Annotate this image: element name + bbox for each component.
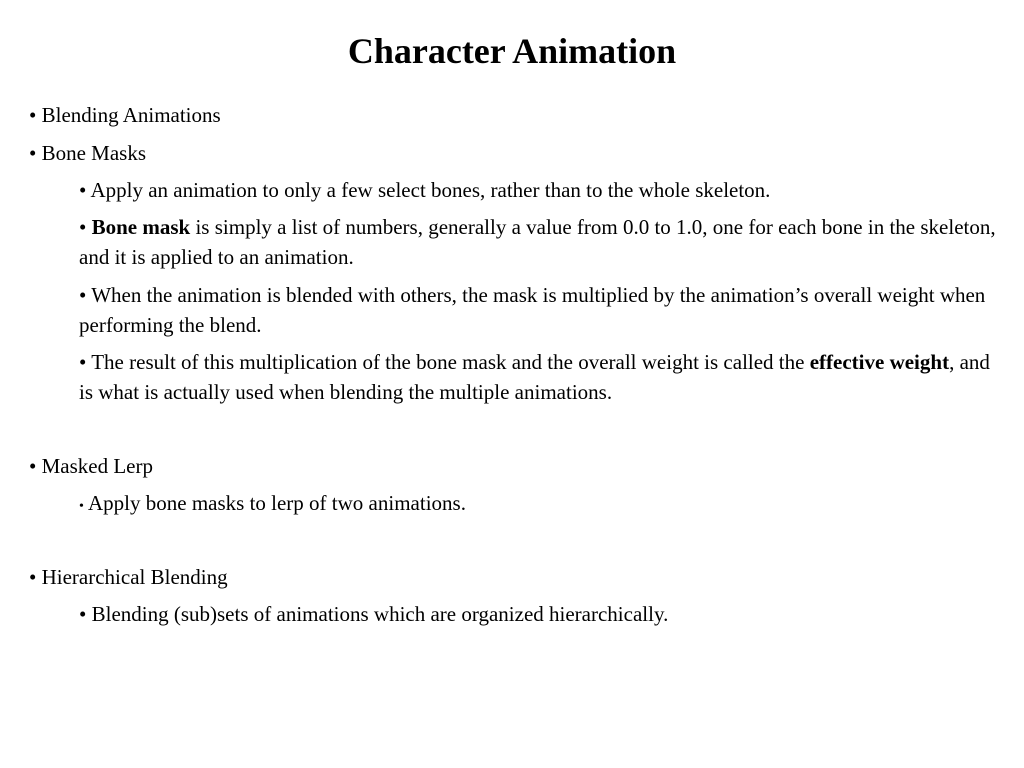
bullet-text: Blending (sub)sets of animations which are organized hierarchically. (91, 602, 669, 626)
bold-term-bone-mask: Bone mask (91, 215, 191, 239)
bold-term-effective-weight: effective weight (809, 350, 950, 374)
bullet-marker: • (79, 215, 87, 239)
sub-bullet-apply-animation (79, 175, 999, 205)
sub-bullet-effective-weight (79, 347, 999, 407)
sub-bullet-blended-with-others (79, 280, 999, 340)
sub-bullet-hierarchical-subsets (79, 599, 999, 629)
bullet-marker: • (79, 283, 87, 307)
bullet-text: When the animation is blended with others, the mask is multiplied by the animation’s overall weight when performing the blend. (79, 283, 986, 337)
bullet-text: Apply an animation to only a few select bones, rather than to the whole skeleton. (90, 178, 771, 202)
bullet-text: , and is what is actually used when blending the multiple animations. (79, 350, 990, 404)
bullet-blending-animations (29, 100, 989, 130)
bullet-marker: • (79, 602, 87, 626)
bullet-marker: • (29, 565, 37, 589)
bullet-text: Hierarchical Blending (41, 565, 228, 589)
bullet-hierarchical-blending (29, 562, 989, 592)
bullet-marker: • (29, 141, 37, 165)
bullet-text: The result of this multiplication of the bone mask and the overall weight is called the (91, 350, 810, 374)
bullet-marker: • (79, 499, 84, 514)
bullet-bone-masks (29, 138, 989, 168)
sub-bullet-lerp-two-animations (79, 488, 999, 522)
bullet-marker: • (29, 103, 37, 127)
bullet-text: Masked Lerp (41, 454, 153, 478)
bullet-text: Bone Masks (41, 141, 147, 165)
bullet-text: Apply bone masks to lerp of two animations. (88, 491, 466, 515)
sub-bullet-bone-mask-definition (79, 212, 999, 272)
bullet-text: Blending Animations (41, 103, 221, 127)
bullet-marker: • (79, 350, 87, 374)
bullet-marker: • (79, 178, 87, 202)
bullet-masked-lerp (29, 451, 989, 481)
bullet-text: is simply a list of numbers, generally a value from 0.0 to 1.0, one for each bone in the skeleton, and it is applied to an animation. (79, 215, 996, 269)
slide-title: Character Animation (347, 31, 677, 71)
bullet-marker: • (29, 454, 37, 478)
